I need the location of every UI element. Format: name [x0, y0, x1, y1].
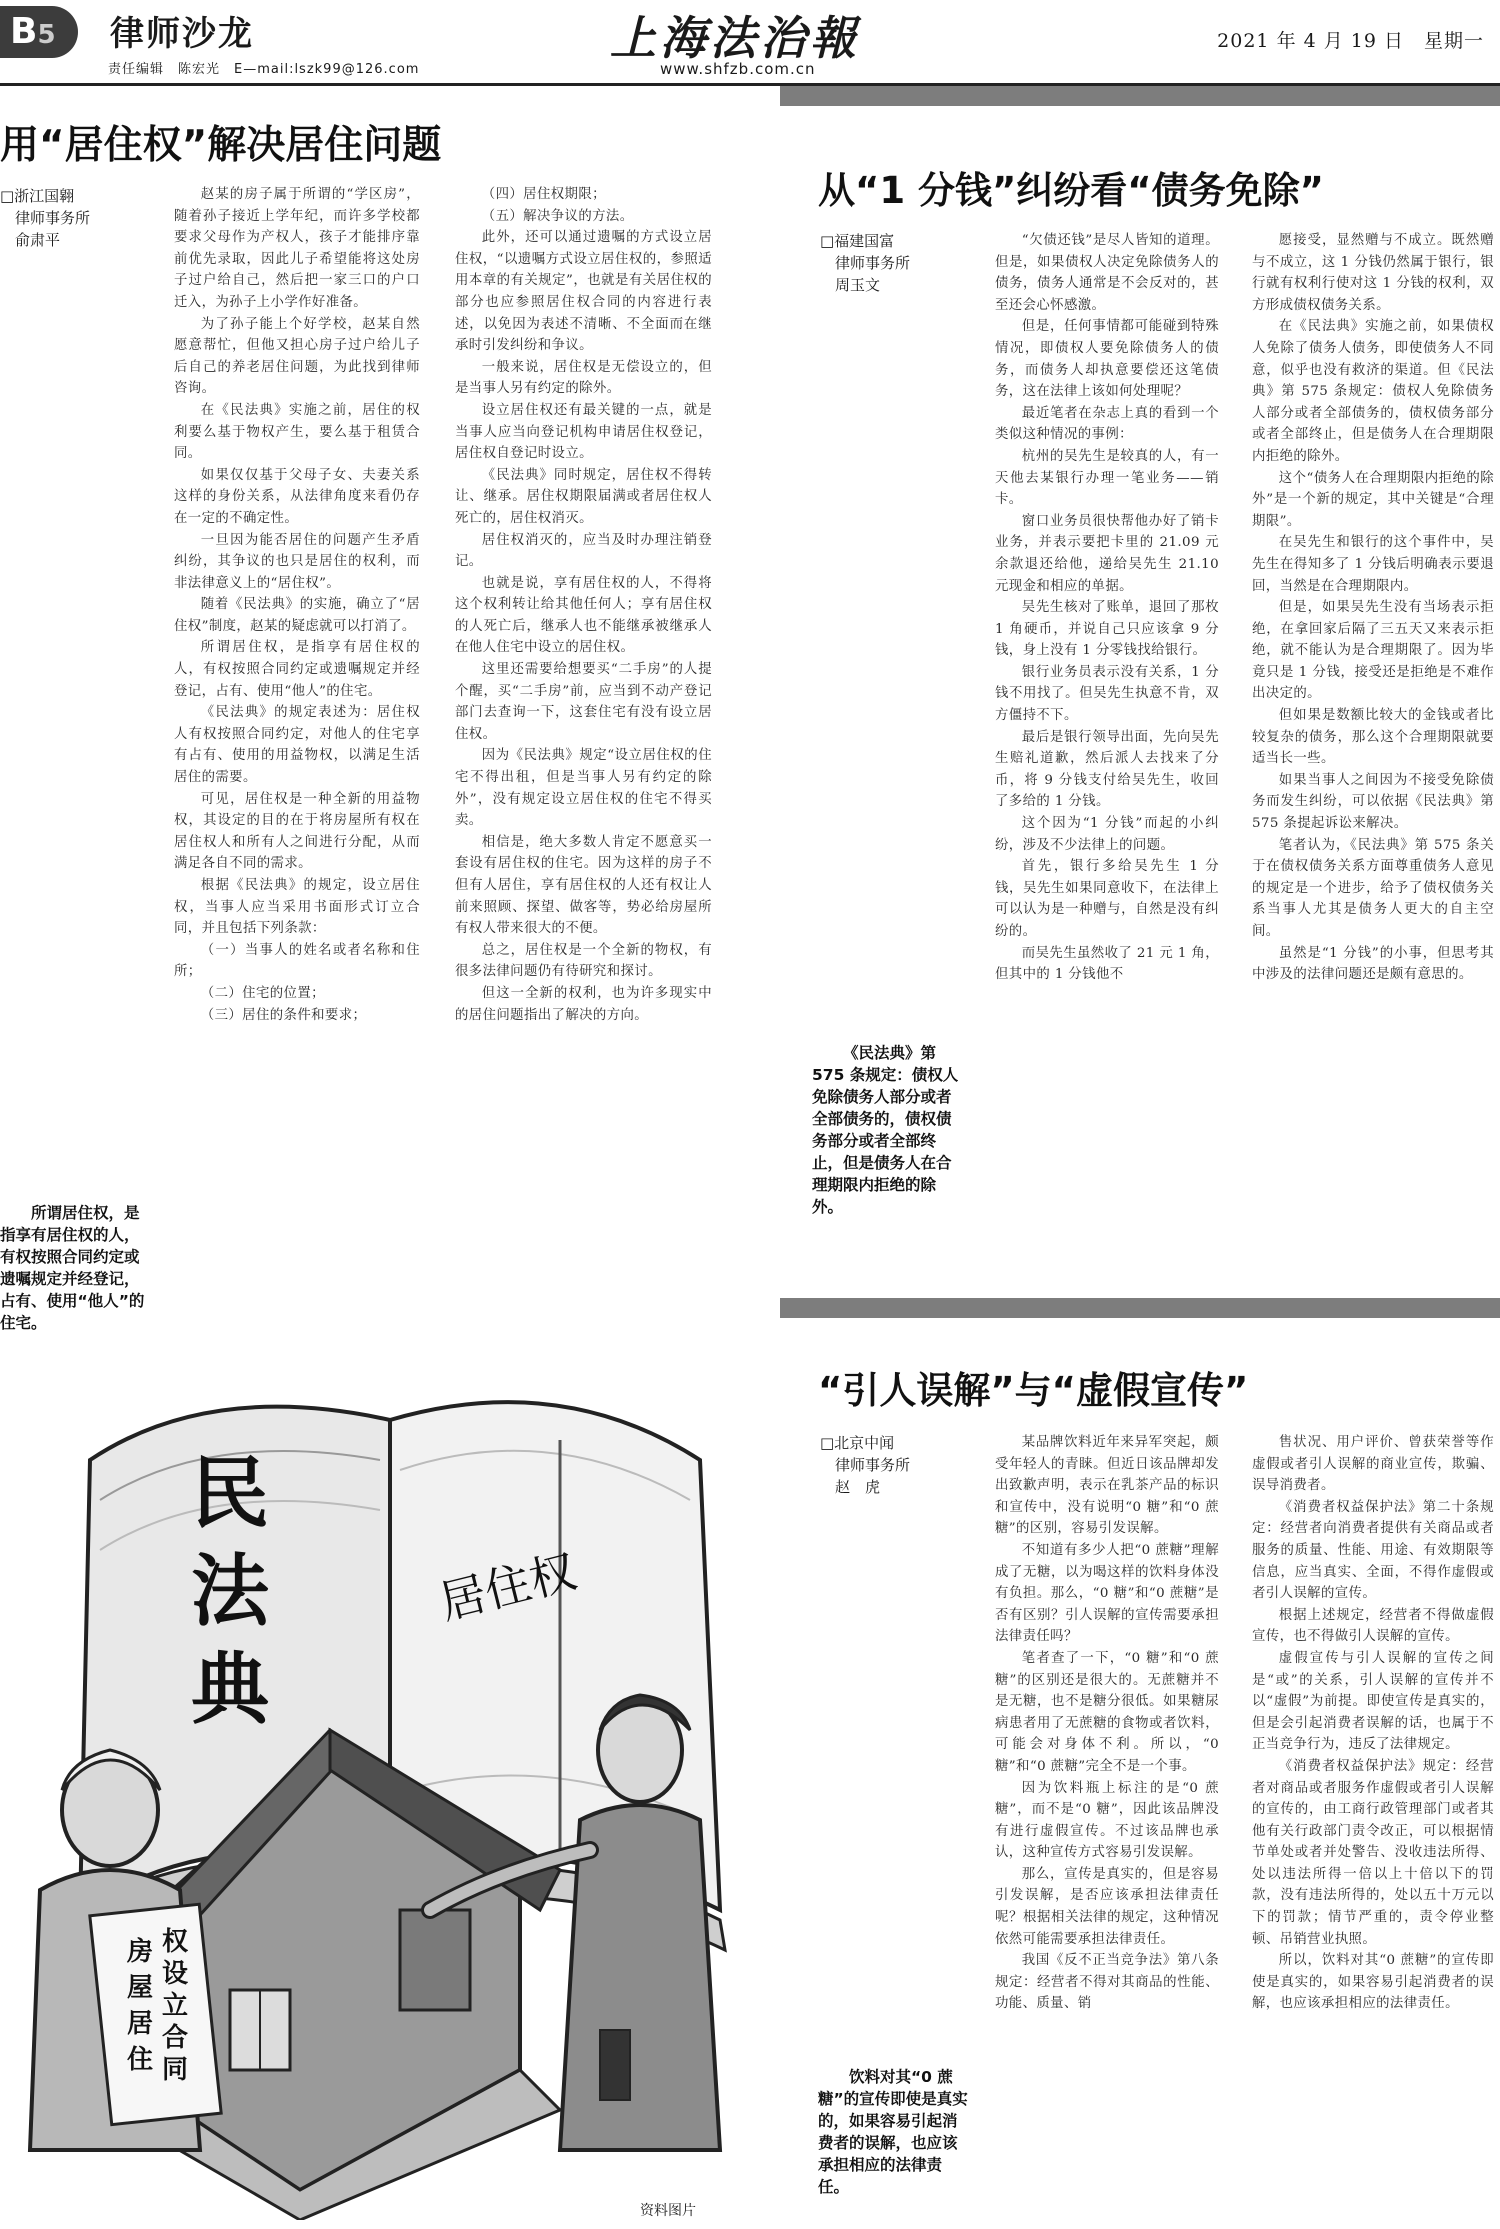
book-title	[191, 1449, 273, 1735]
image-credit: 资料图片	[640, 2203, 696, 2219]
article3-author-line2: 律师事务所	[835, 1456, 911, 1474]
paragraph: 银行业务员表示没有关系，1 分钱不用找了。但吴先生执意不肯，双方僵持不下。	[995, 664, 1219, 724]
top-right-bar	[780, 86, 1500, 106]
paragraph: 而吴先生虽然收了 21 元 1 角，但其中的 1 分钱他不	[995, 945, 1219, 983]
paragraph: 窗口业务员很快帮他办好了销卡业务，并表示要把卡里的 21.09 元余款退还给他，递给吴先生 21.10 元现金和相应的单据。	[995, 513, 1219, 594]
article1-pull-quote: 所谓居住权，是指享有居住权的人，有权按照合同约定或遗嘱规定并经登记，占有、使用“他人”的住宅。	[0, 1204, 145, 1332]
paragraph: 那么，宣传是真实的，但是容易引发误解，是否应该承担法律责任呢？根据相关法律的规定，这种情况依然可能需要承担法律责任。	[995, 1866, 1219, 1947]
editor-credit: 责任编辑 陈宏光 E—mail:lszk99@126.com	[108, 62, 420, 77]
paragraph: 《民法典》的规定表述为：居住权人有权按照合同约定，对他人的住宅享有占有、使用的用益物权，以满足生活居住的需要。	[174, 705, 420, 786]
paragraph: 可见，居住权是一种全新的用益物权，其设定的目的在于将房屋所有权在居住权人和所有人之间进行分配，从而满足各自不同的需求。	[174, 791, 420, 872]
paragraph: 但是，如果吴先生没有当场表示拒绝，在拿回家后隔了三五天又来表示拒绝，就不能认为是合理期限了。因为毕竟只是 1 分钱，接受还是拒绝是不难作出决定的。	[1252, 600, 1494, 702]
illustration-char: 法	[190, 1547, 270, 1637]
illustration-char: 合	[161, 2023, 189, 2053]
paragraph: 根据上述规定，经营者不得做虚假宣传，也不得做引人误解的宣传。	[1252, 1607, 1494, 1645]
article3-title: “引人误解”与“虚假宣传”	[818, 1369, 1249, 1412]
paragraph: 愿接受，显然赠与不成立。既然赠与不成立，这 1 分钱仍然属于银行，银行就有权利行使对这 1 分钱的权利，双方形成债权债务关系。	[1252, 233, 1494, 313]
mid-right-bar	[780, 1298, 1500, 1318]
paragraph: 相信是，绝大多数人肯定不愿意买一套设有居住权的住宅。因为这样的房子不但有人居住，享有居住权的人还有权让人前来照顾、探望、做客等，势必给房屋所有权人带来很大的不便。	[455, 834, 712, 937]
paragraph: 虽然是“1 分钱”的小事，但思考其中涉及的法律问题还是颇有意思的。	[1252, 945, 1494, 983]
paragraph: 随着《民法典》的实施，确立了“居住权”制度，赵某的疑虑就可以打消了。	[174, 597, 420, 634]
illustration-char: 典	[190, 1645, 270, 1735]
contract-document	[90, 1904, 221, 2124]
article2-pull-quote: 《民法典》第 575 条规定：债权人免除债务人部分或者全部债务的，债权债务部分或者全部终止，但是债务人在合理期限内拒绝的除外。	[812, 1044, 959, 1216]
paragraph: （一）当事人的姓名或者名称和住所；	[174, 942, 420, 980]
paragraph: 杭州的吴先生是较真的人，有一天他去某银行办理一笔业务——销卡。	[995, 448, 1219, 508]
article1-column-1	[174, 184, 420, 1026]
illustration	[0, 1350, 760, 2220]
article1-author-line3: 俞肃平	[15, 231, 61, 249]
article3-author-line3: 赵 虎	[835, 1478, 881, 1496]
page-number-badge	[0, 6, 78, 58]
article3-column-1	[995, 1432, 1219, 2015]
issue-date: 2021 年 4 月 19 日 星期一	[1217, 30, 1484, 52]
illustration-char: 立	[161, 1991, 189, 2021]
article1-author	[0, 185, 90, 251]
paragraph: 所以，饮料对其“0 蔗糖”的宣传即使是真实的，如果容易引起消费者的误解，也应该承担相应的法律责任。	[1252, 1953, 1494, 2012]
illustration-char: 设	[161, 1959, 189, 1989]
paragraph: 如果仅仅基于父母子女、夫妻关系这样的身份关系，从法律角度来看仍存在一定的不确定性。	[174, 467, 420, 526]
paragraph: （三）居住的条件和要求；	[200, 1007, 367, 1023]
paragraph: 这个因为“1 分钱”而起的小纠纷，涉及不少法律上的问题。	[995, 816, 1219, 853]
illustration-char: 屋	[126, 1973, 154, 2003]
paragraph: “欠债还钱”是尽人皆知的道理。但是，如果债权人决定免除债务人的债务，债务人通常是不会反对的，甚至还会心怀感激。	[995, 233, 1219, 313]
paragraph: 首先，银行多给吴先生 1 分钱，吴先生如果同意收下，在法律上可以认为是一种赠与，自然是没有纠纷的。	[995, 859, 1219, 939]
article2-column-1	[995, 230, 1219, 986]
page-letter: B	[10, 11, 38, 52]
paragraph: 根据《民法典》的规定，设立居住权，当事人应当采用书面形式订立合同，并且包括下列条款：	[174, 878, 420, 937]
section-title: 律师沙龙	[110, 14, 254, 54]
paragraph: 笔者查了一下，“0 糖”和“0 蔗糖”的区别还是很大的。无蔗糖并不是无糖，也不是糖分很低。如果糖尿病患者用了无蔗糖的食物或者饮料，可能会对身体不利。所以，“0 糖”和“0 蔗糖”完全不是一个事。	[995, 1650, 1219, 1774]
illustration-drawing	[0, 1350, 760, 2220]
article1-author-line2: 律师事务所	[15, 209, 91, 227]
paragraph: 为了孙子能上个好学校，赵某自然愿意帮忙，但他又担心房子过户给儿子后自己的养老居住问题，为此找到律师咨询。	[174, 316, 420, 397]
article2-author-line1: □福建国富	[820, 232, 895, 250]
paragraph: 售状况、用户评价、曾获荣誉等作虚假或者引人误解的商业宣传，欺骗、误导消费者。	[1252, 1435, 1494, 1494]
article1-author-line1: □浙江国翱	[0, 187, 75, 205]
paragraph: 但如果是数额比较大的金钱或者比较复杂的债务，那么这个合理期限就要适当长一些。	[1252, 708, 1494, 767]
paragraph: 在《民法典》实施之前，居住的权利要么基于物权产生，要么基于租赁合同。	[174, 402, 420, 462]
paragraph: 总之，居住权是一个全新的物权，有很多法律问题仍有待研究和探讨。	[455, 942, 712, 980]
article2-column-2	[1252, 230, 1494, 986]
paragraph: 在《民法典》实施之前，如果债权人免除了债务人债务，即使债务人不同意，似乎也没有救济的渠道。但《民法典》第 575 条规定：债权人免除债务人部分或者全部债务的，债权债务部分或者全部终止，但是债务人在合理期限内拒绝的除外。	[1252, 319, 1494, 464]
page-header	[0, 0, 1500, 86]
paragraph: 吴先生核对了账单，退回了那枚 1 角硬币，并说自己只应该拿 9 分钱，身上没有 1 分零钱找给银行。	[995, 600, 1219, 659]
article1-column-2	[455, 184, 712, 1026]
paragraph: 最近笔者在杂志上真的看到一个类似这种情况的事例：	[995, 405, 1219, 443]
article3-pull-quote: 饮料对其“0 蔗糖”的宣传即使是真实的，如果容易引起消费者的误解，也应该承担相应的法律责任。	[818, 2068, 968, 2196]
paragraph: 《民法典》同时规定，居住权不得转让、继承。居住权期限届满或者居住权人死亡的，居住权消灭。	[455, 467, 712, 526]
illustration-char: 住	[126, 2045, 154, 2075]
article2-title: 从“1 分钱”纠纷看“债务免除”	[818, 169, 1324, 212]
paragraph: 我国《反不正当竞争法》第八条规定：经营者不得对其商品的性能、功能、质量、销	[995, 1953, 1219, 2012]
paragraph: 在吴先生和银行的这个事件中，吴先生在得知多了 1 分钱后明确表示要退回，当然是在合理期限内。	[1252, 535, 1494, 594]
paragraph: 这个“债务人在合理期限内拒绝的除外”是一个新的规定，其中关键是“合理期限”。	[1252, 470, 1494, 529]
illustration-char: 同	[161, 2055, 189, 2085]
page-digit: 5	[37, 20, 56, 50]
paragraph: 因为《民法典》规定“设立居住权的住宅不得出租，但是当事人另有约定的除外”，没有规定设立居住权的住宅不得买卖。	[455, 748, 712, 829]
newspaper-masthead: 上海法治報	[610, 11, 860, 65]
paragraph: 但这一全新的权利，也为许多现实中的居住问题指出了解决的方向。	[455, 985, 712, 1023]
paragraph: 一旦因为能否居住的问题产生矛盾纠纷，其争议的也只是居住的权利，而非法律意义上的“居住权”。	[174, 532, 420, 591]
paragraph: 虚假宣传与引人误解的宣传之间是“或”的关系，引人误解的宣传并不以“虚假”为前提。即使宣传是真实的，但是会引起消费者误解的话，也属于不正当竞争行为，违反了法律规定。	[1252, 1650, 1494, 1753]
article1-title: 用“居住权”解决居住问题	[0, 123, 442, 168]
illustration-char: 房	[126, 1937, 154, 1967]
illustration-char: 权	[161, 1927, 189, 1957]
paragraph: 设立居住权还有最关键的一点，就是当事人应当向登记机构申请居住权登记，居住权自登记时设立。	[455, 402, 712, 462]
paragraph: 《消费者权益保护法》规定：经营者对商品或者服务作虚假或者引人误解的宣传的，由工商行政管理部门或者其他有关行政部门责令改正，可以根据情节单处或者并处警告、没收违法所得、处以违法所得一倍以上十倍以下的罚款，没有违法所得的，处以五十万元以下的罚款；情节严重的，责令停业整顿、吊销营业执照。	[1252, 1758, 1494, 1947]
illustration-char: 民	[190, 1449, 270, 1539]
paragraph: 最后是银行领导出面，先向吴先生赔礼道歉，然后派人去找来了分币，将 9 分钱支付给吴先生，收回了多给的 1 分钱。	[995, 729, 1219, 810]
article2-author-line2: 律师事务所	[835, 254, 911, 272]
paragraph: 因为饮料瓶上标注的是“0 蔗糖”，而不是“0 糖”，因此该品牌没有进行虚假宣传。不过该品牌也承认，这种宣传方式容易引发误解。	[995, 1780, 1219, 1861]
paragraph: 某品牌饮料近年来异军突起，颇受年轻人的青睐。但近日该品牌却发出致歉声明，表示在乳茶产品的标识和宣传中，没有说明“0 糖”和“0 蔗糖”的区别，容易引发误解。	[995, 1435, 1219, 1537]
article3-column-2	[1252, 1432, 1494, 2015]
article2-author-line3: 周玉文	[835, 276, 881, 294]
paragraph: 赵某的房子属于所谓的“学区房”，随着孙子接近上学年纪，而许多学校都要求父母作为产权人，孩子才能排序靠前优先录取，因此儿子希望能将这处房子过户给自己，然后把一家三口的户口迁入，为孙子上小学作好准备。	[174, 187, 420, 310]
article3-author	[820, 1432, 910, 1498]
page-label-text: 居住权	[434, 1543, 582, 1630]
paragraph: 笔者认为，《民法典》第 575 条关于在债权债务关系方面尊重债务人意见的规定是一个进步，给予了债权债务关系当事人尤其是债务人更大的自主空间。	[1252, 837, 1494, 939]
paragraph: 如果当事人之间因为不接受免除债务而发生纠纷，可以依据《民法典》第 575 条提起诉讼来解决。	[1252, 772, 1494, 832]
paragraph: 《消费者权益保护法》第二十条规定：经营者向消费者提供有关商品或者服务的质量、性能、用途、有效期限等信息，应当真实、全面，不得作虚假或者引人误解的宣传。	[1252, 1499, 1494, 1602]
paragraph: （二）住宅的位置；	[200, 985, 325, 1001]
paragraph: 这里还需要给想要买“二手房”的人提个醒，买“二手房”前，应当到不动产登记部门去查询一下，这套住宅有没有设立居住权。	[455, 662, 712, 742]
paragraph: 一般来说，居住权是无偿设立的，但是当事人另有约定的除外。	[455, 359, 712, 397]
paragraph: 居住权消灭的，应当及时办理注销登记。	[455, 532, 712, 570]
paragraph: 此外，还可以通过遗嘱的方式设立居住权，“以遗嘱方式设立居住权的，参照适用本章的有关规定”，也就是有关居住权的部分也应参照居住权合同的内容进行表述，以免因为表述不清晰、不全面而在继承时引发纠纷和争议。	[455, 230, 712, 354]
paragraph: （五）解决争议的方法。	[481, 208, 634, 224]
paragraph: 但是，任何事情都可能碰到特殊情况，即债权人要免除债务人的债务，而债务人却执意要偿还这笔债务，这在法律上该如何处理呢？	[995, 319, 1219, 400]
paragraph: （四）居住权期限；	[481, 187, 606, 202]
paragraph: 不知道有多少人把“0 蔗糖”理解成了无糖，以为喝这样的饮料身体没有负担。那么，“0 糖”和“0 蔗糖”是否有区别？引人误解的宣传需要承担法律责任吗？	[995, 1542, 1219, 1645]
article2-author	[820, 230, 910, 296]
illustration-char: 居	[126, 2009, 154, 2039]
article3-author-line1: □北京中闻	[820, 1434, 895, 1452]
paragraph: 也就是说，享有居住权的人，不得将这个权利转让给其他任何人；享有居住权的人死亡后，继承人也不能继承被继承人在他人住宅中设立的居住权。	[455, 575, 712, 656]
site-url[interactable]: www.shfzb.com.cn	[660, 60, 816, 78]
paragraph: 所谓居住权，是指享有居住权的人，有权按照合同约定或遗嘱规定并经登记，占有、使用“他人”的住宅。	[174, 640, 420, 699]
